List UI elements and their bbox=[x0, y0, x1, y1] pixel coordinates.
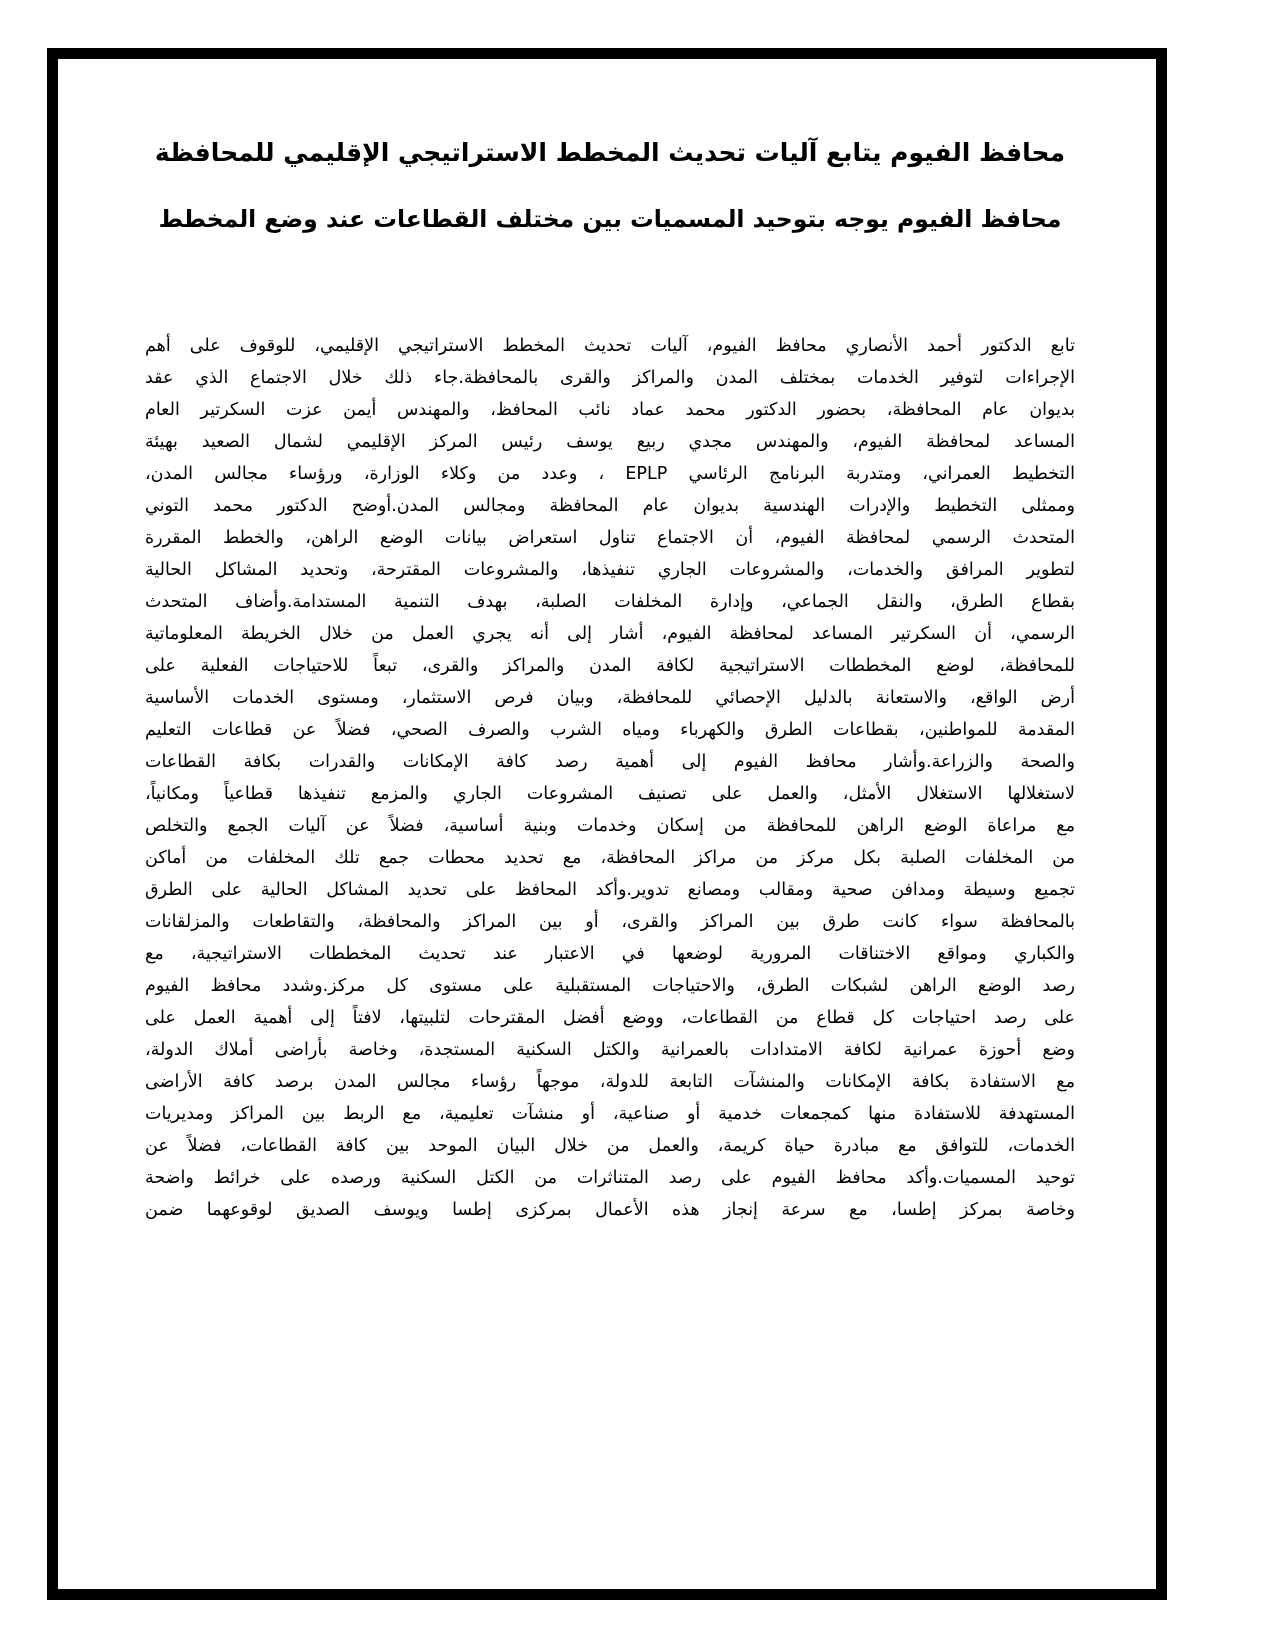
headline-secondary: محافظ الفيوم يوجه بتوحيد المسميات بين مختلف القطاعات عند وضع المخطط bbox=[158, 205, 1062, 233]
body-text-line: الخدمات، للتوافق مع مبادرة حياة كريمة، والعمل من خلال البيان الموحد بين كافة القطاعات، فضلاً عن bbox=[145, 1136, 1075, 1156]
body-text-line: من المخلفات الصلبة بكل مركز من مراكز المحافظة، مع تحديد محطات جمع تلك المخلفات من أماكن bbox=[145, 848, 1075, 868]
body-text-line: بقطاع الطرق، والنقل الجماعي، وإدارة المخلفات الصلبة، بهدف التنمية المستدامة.وأضاف المتحدث bbox=[145, 592, 1075, 612]
body-text-line: أرض الواقع، والاستعانة بالدليل الإحصائي للمحافظة، وبيان فرص الاستثمار، ومستوى الخدمات الأساسية bbox=[145, 688, 1075, 708]
body-text-line: رصد الوضع الراهن لشبكات الطرق، والاحتياجات المستقبلية على مستوى كل مركز.وشدد محافظ الفيوم bbox=[145, 976, 1075, 996]
body-text-line: تابع الدكتور أحمد الأنصاري محافظ الفيوم، آليات تحديث المخطط الاستراتيجي الإقليمي، للوقوف على أهم bbox=[145, 336, 1075, 356]
body-text-line: بديوان عام المحافظة، بحضور الدكتور محمد عماد نائب المحافظ، والمهندس أيمن عزت السكرتير العام bbox=[145, 400, 1075, 420]
headline-block bbox=[150, 136, 1070, 236]
body-text-line: المتحدث الرسمي لمحافظة الفيوم، أن الاجتماع تناول استعراض بيانات الوضع الراهن، والخطط المقررة bbox=[145, 528, 1075, 548]
body-text-line: تجميع وسيطة ومدافن صحية ومقالب ومصانع تدوير.وأكد المحافظ على تحديد المشاكل الحالية على الطرق bbox=[145, 880, 1075, 900]
body-text-line: مع الاستفادة بكافة الإمكانات والمنشآت التابعة للدولة، موجهاً رؤساء مجالس المدن برصد كافة الأراضى bbox=[145, 1072, 1075, 1092]
article-body bbox=[145, 330, 1075, 1226]
body-text-line: الإجراءات لتوفير الخدمات بمختلف المدن والمراكز والقرى بالمحافظة.جاء ذلك خلال الاجتماع الذي عقد bbox=[145, 368, 1075, 388]
body-text-line: بالمحافظة سواء كانت طرق بين المراكز والقرى، أو بين المراكز والمحافظة، والتقاطعات والمزلقانات bbox=[145, 912, 1075, 932]
body-text-line: لتطوير المرافق والخدمات، والمشروعات الجاري تنفيذها، والمشروعات المقترحة، وتحديد المشاكل الحالية bbox=[145, 560, 1075, 580]
body-text-line: على رصد احتياجات كل قطاع من القطاعات، ووضع أفضل المقترحات لتلبيتها، لافتاً إلى أهمية العمل على bbox=[145, 1008, 1075, 1028]
body-text-line: وخاصة بمركز إطسا، مع سرعة إنجاز هذه الأعمال بمركزى إطسا ويوسف الصديق لوقوعهما ضمن bbox=[145, 1200, 1075, 1220]
body-text-line: والكباري ومواقع الاختناقات المرورية لوضعها في الاعتبار عند تحديث المخططات الاستراتيجية، مع bbox=[145, 944, 1075, 964]
headline-primary: محافظ الفيوم يتابع آليات تحديث المخطط الاستراتيجي الإقليمي للمحافظة bbox=[154, 138, 1066, 167]
body-text-line: والصحة والزراعة.وأشار محافظ الفيوم إلى أهمية رصد كافة الإمكانات والقدرات بكافة القطاعات bbox=[145, 752, 1075, 772]
body-text-line: المساعد لمحافظة الفيوم، والمهندس مجدي ربيع يوسف رئيس المركز الإقليمي لشمال الصعيد بهيئة bbox=[145, 432, 1075, 452]
body-text-line: لاستغلالها الاستغلال الأمثل، والعمل على تصنيف المشروعات الجاري والمزمع تنفيذها قطاعياً ومكانياً، bbox=[145, 784, 1075, 804]
body-text-line: وممثلى التخطيط والإدرات الهندسية بديوان عام المحافظة ومجالس المدن.أوضح الدكتور محمد التوني bbox=[145, 496, 1075, 516]
body-text-line: التخطيط العمراني، ومتدربة البرنامج الرئاسي EPLP ، وعدد من وكلاء الوزارة، ورؤساء مجالس المدن، bbox=[145, 464, 1075, 484]
body-text-line: للمحافظة، لوضع المخططات الاستراتيجية لكافة المدن والمراكز والقرى، تبعاً للاحتياجات الفعلية على bbox=[145, 656, 1075, 676]
body-text-line: المقدمة للمواطنين، بقطاعات الطرق والكهرباء ومياه الشرب والصرف الصحي، فضلاً عن قطاعات التعليم bbox=[145, 720, 1075, 740]
body-text-line: مع مراعاة الوضع الراهن للمحافظة من إسكان وخدمات وبنية أساسية، فضلاً عن آليات الجمع والتخلص bbox=[145, 816, 1075, 836]
body-text-line: وضع أحوزة عمرانية لكافة الامتدادات بالعمرانية والكتل السكنية المستجدة، وخاصة بأراضى أملاك الدولة، bbox=[145, 1040, 1075, 1060]
body-text-line: توحيد المسميات.وأكد محافظ الفيوم على رصد المتناثرات من الكتل السكنية ورصده على خرائط واضحة bbox=[145, 1168, 1075, 1188]
body-text-line: الرسمي، أن السكرتير المساعد لمحافظة الفيوم، أشار إلى أنه يجري العمل من خلال الخريطة المعلوماتية bbox=[145, 624, 1075, 644]
body-text-line: المستهدفة للاستفادة منها كمجمعات خدمية أو صناعية، أو منشآت تعليمية، مع الربط بين المراكز ومديريات bbox=[145, 1104, 1075, 1124]
